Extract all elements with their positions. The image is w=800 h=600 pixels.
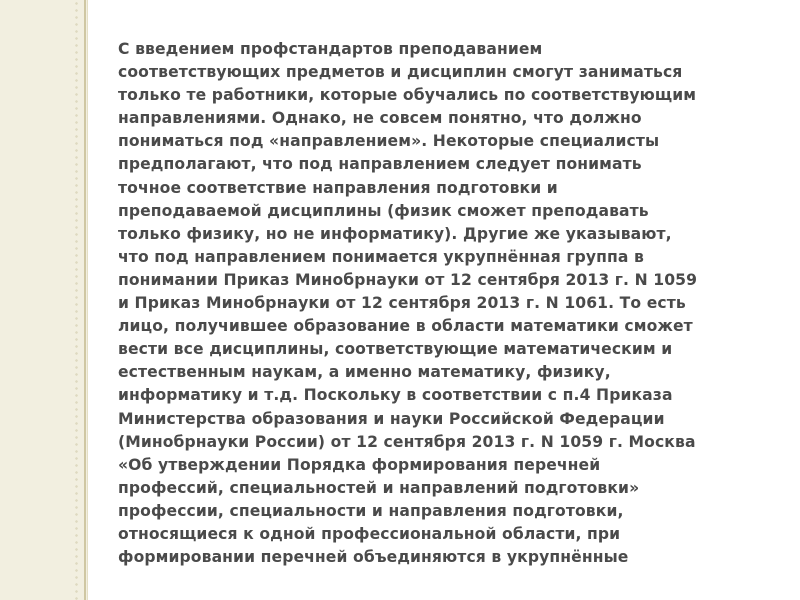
body-paragraph: С введением профстандартов преподаванием соответствующих предметов и дисциплин смогут заниматься только те работники, которые обучались по соответствующим направлениями. Однако, не совсем понятно, что должно пониматься под «направлением». Некоторые специалисты предполагают, что под направлением следует понимать точное соответствие направления подготовки и преподаваемой дисциплины (физик сможет преподавать только физику, но не информатику). Другие же указывают, что под направлением понимается укрупнённая группа в понимании Приказ Минобрнауки от 12 сентября 2013 г. N 1059 и Приказ Минобрнауки от 12 сентября 2013 г. N 1061. То есть лицо, получившее образование в области математики сможет вести все дисциплины, соответствующие математическим и естественным наукам, а именно математику, физику, информатику и т.д. Поскольку в соответствии с п.4 Приказа Министерства образования и науки Российской Федерации (Минобрнауки России) от 12 сентября 2013 г. N 1059 г. Москва «Об утверждении Порядка формирования перечней профессий, специальностей и направлений подготовки» профессии, специальности и направления подготовки, относящиеся к одной профессиональной области, при формировании перечней объединяются в укрупнённые <box>118 40 698 567</box>
decorative-side-strip <box>0 0 88 600</box>
